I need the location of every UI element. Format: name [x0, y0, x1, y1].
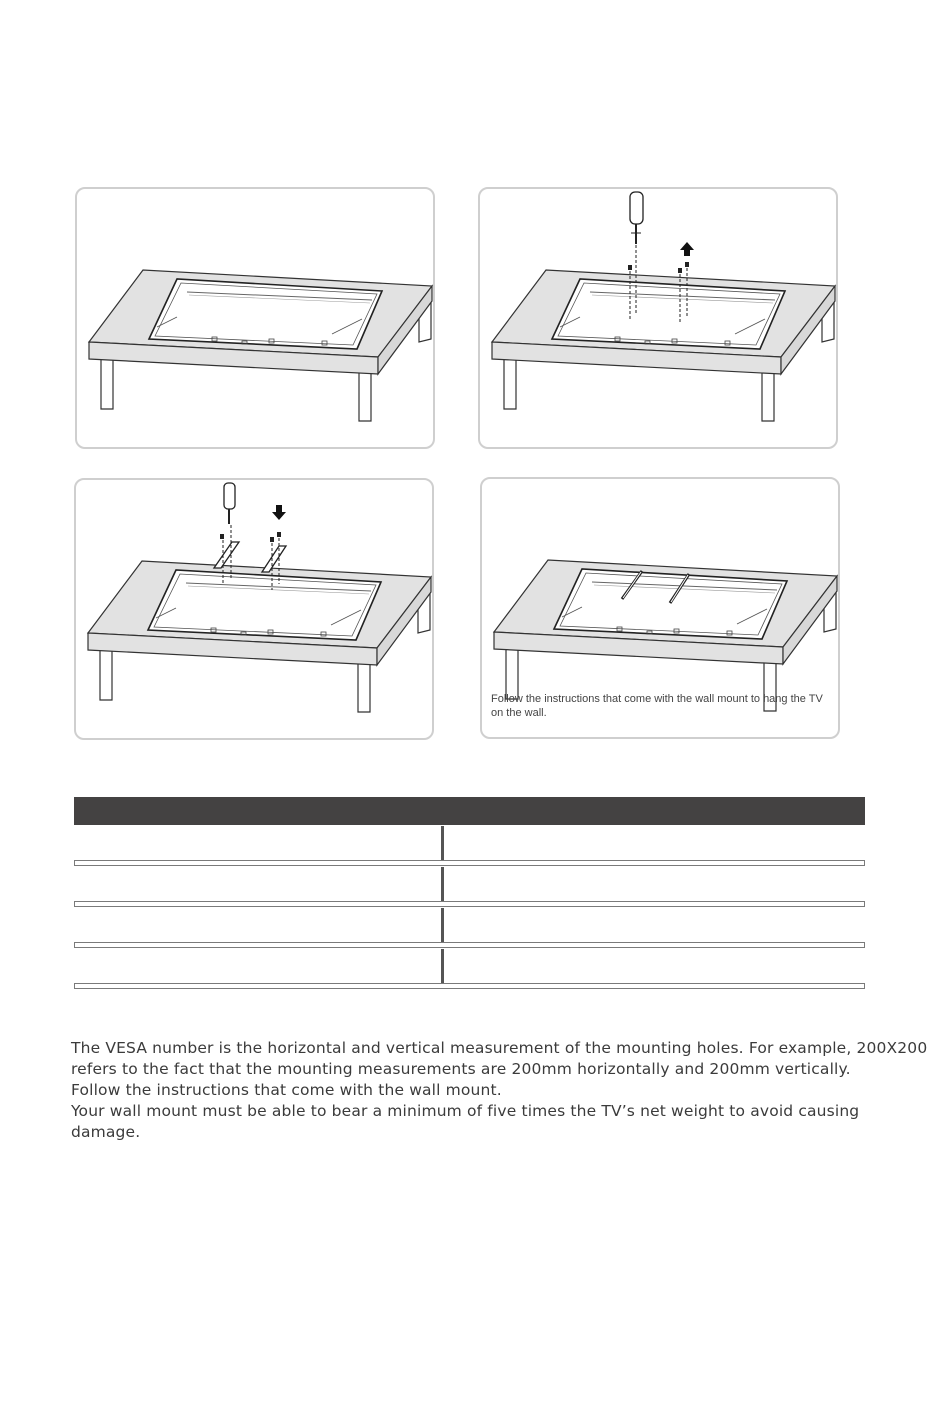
table-row — [74, 826, 865, 866]
screwdriver-icon — [630, 192, 643, 244]
step-2-panel — [478, 187, 838, 449]
attach-brackets-illustration — [76, 480, 436, 742]
screwdriver-icon — [224, 483, 235, 524]
table-row — [74, 908, 865, 948]
step-4-panel — [480, 477, 840, 739]
step-4-caption: Follow the instructions that come with the wall mount to hang the TV on the wall. — [491, 693, 823, 719]
table-row — [74, 949, 865, 989]
weight-note: Your wall mount must be able to bear a minimum of five times the TV’s net weight to avoid causing damage. — [71, 1102, 860, 1141]
step-1-panel — [75, 187, 435, 449]
table-header — [74, 797, 865, 825]
tv-on-table-illustration — [77, 189, 437, 451]
table-row — [74, 867, 865, 907]
remove-screws-illustration — [480, 189, 840, 451]
step-3-panel — [74, 478, 434, 740]
screws-icon — [628, 262, 689, 273]
vesa-notes — [71, 1038, 931, 1143]
arrow-up-icon — [680, 242, 694, 256]
instructions-note: Follow the instructions that come with the wall mount. — [71, 1081, 502, 1099]
arrow-down-icon — [272, 505, 286, 520]
vesa-note: The VESA number is the horizontal and vertical measurement of the mounting holes. For example, 200X200 refers to the fact that the mounting measurements are 200mm horizontally and 200mm vertically. — [71, 1039, 928, 1078]
